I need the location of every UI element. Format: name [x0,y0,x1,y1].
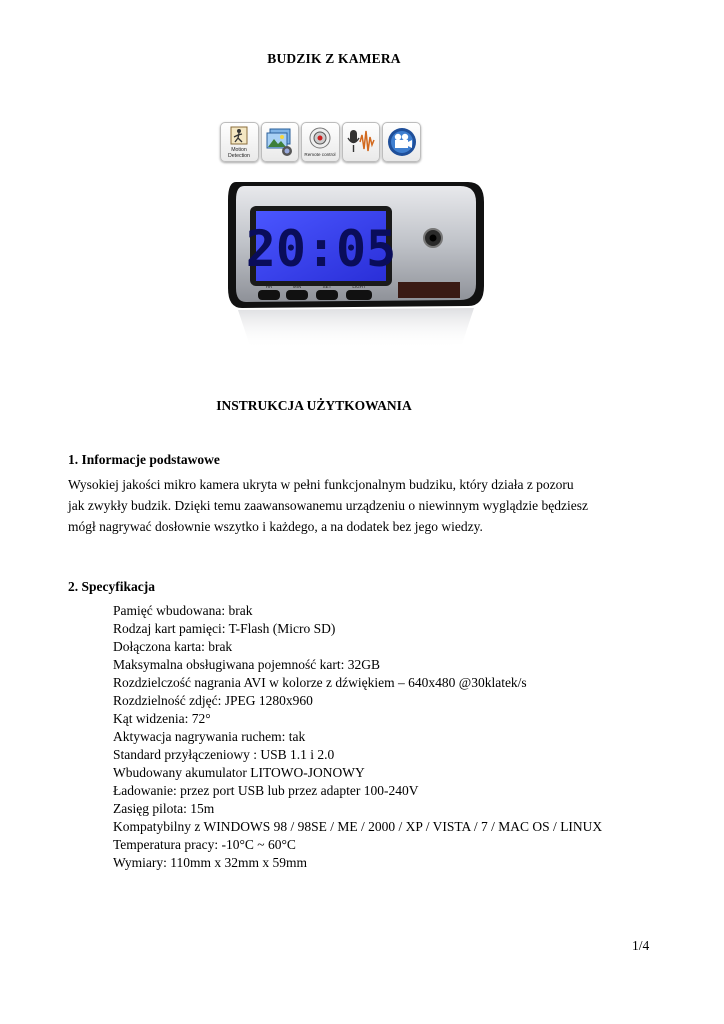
list-item: Aktywacja nagrywania ruchem: tak [113,729,306,744]
photo-icon [261,122,300,162]
list-item: Pamięć wbudowana: brak [113,603,253,618]
list-item: Standard przyłączeniowy : USB 1.1 i 2.0 [113,747,335,762]
feature-icons-strip [220,122,421,162]
product-image-alarm-clock [228,180,490,352]
document-subtitle: INSTRUKCJA UŻYTKOWANIA [216,398,412,413]
list-item: Dołączona karta: brak [113,639,233,654]
svg-text:LIGHT: LIGHT [352,284,366,289]
list-item: Rozdzielczość nagrania AVI w kolorze z dźwiękiem – 640x480 @30klatek/s [113,675,527,690]
list-item: Zasięg pilota: 15m [113,801,215,816]
svg-text:Detection: Detection [228,153,251,159]
clock-display: 20:05 [245,220,397,278]
list-item: Wymiary: 110mm x 32mm x 59mm [113,855,308,870]
alarm-clock-illustration [228,180,490,352]
svg-text:SET: SET [322,284,332,289]
svg-text:Remote control: Remote control [304,152,337,157]
list-item: Temperatura pracy: -10°C ~ 60°C [113,837,296,852]
list-item: Ładowanie: przez port USB lub przez adapter 100-240V [113,783,419,798]
list-item: Rodzaj kart pamięci: T-Flash (Micro SD) [113,621,336,636]
remote-control-icon [301,122,340,162]
list-item: Kompatybilny z WINDOWS 98 / 98SE / ME / 2000 / XP / VISTA / 7 / MAC OS / LINUX [113,819,603,834]
svg-text:MIN: MIN [292,284,302,289]
list-item: Maksymalna obsługiwana pojemność kart: 32GB [113,657,380,672]
section-body-basic-info: Wysokiej jakości mikro kamera ukryta w pełni funkcjonalnym budziku, który działa z pozoru jak zwykły budzik. Dzięki temu zaawansowanemu urządzeniu o niewinnym wyglądzie będziesz mógł nagrywać dosłownie wszytko i każdego, a na dodatek bez jego wiedzy. [68,477,588,534]
sound-recording-icon [342,122,381,162]
svg-text:Motion: Motion [231,147,248,153]
section-heading-specification: 2. Specyfikacja [68,579,155,594]
list-item: Rozdzielność zdjęć: JPEG 1280x960 [113,693,313,708]
document-title: BUDZIK Z KAMERA [267,51,401,66]
page-number: 1/4 [632,938,650,953]
svg-text:HR: HR [265,284,273,289]
motion-detection-icon [220,122,259,162]
list-item: Kąt widzenia: 72° [113,711,211,726]
list-item: Wbudowany akumulator LITOWO-JONOWY [113,765,365,780]
specification-list [113,602,633,872]
section-heading-basic-info: 1. Informacje podstawowe [68,452,220,467]
video-camera-icon [382,122,421,162]
